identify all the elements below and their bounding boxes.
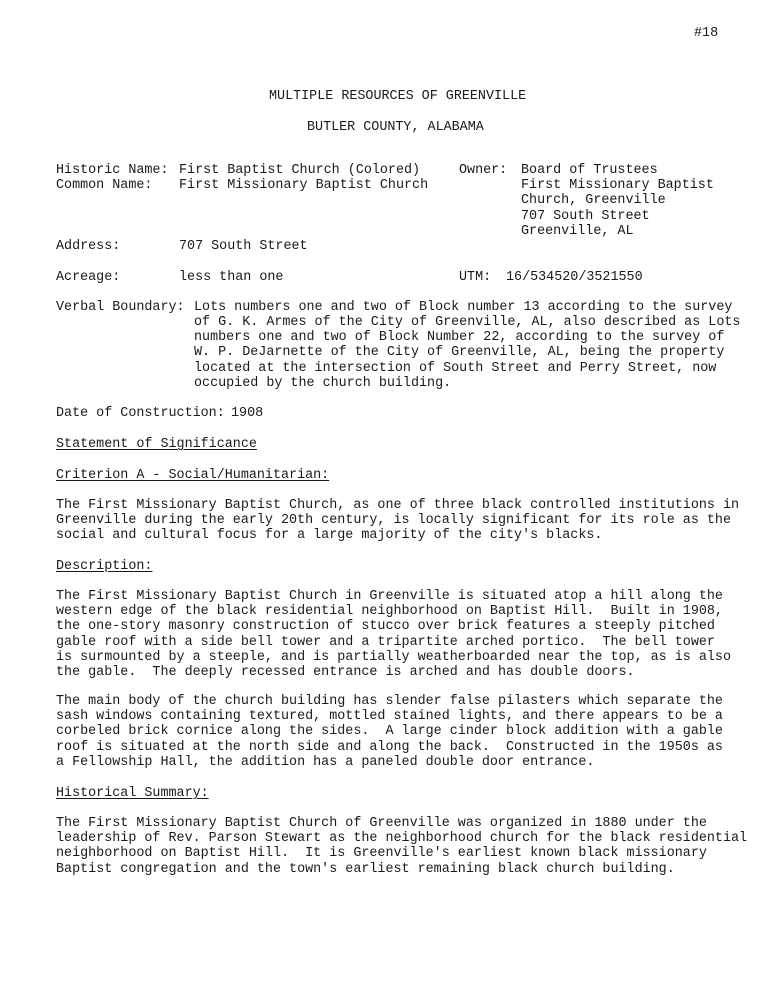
- paragraph-line: sash windows containing textured, mottled stained lights, and there appears to be a: [56, 709, 723, 725]
- paragraph-line: roof is situated at the north side and along the back. Constructed in the 1950s as: [56, 739, 723, 755]
- paragraph-line: is surmounted by a steeple, and is partially weatherboarded near the top, as is also: [56, 649, 731, 665]
- historic-name-value: First Baptist Church (Colored): [179, 163, 421, 178]
- document-title: MULTIPLE RESOURCES OF GREENVILLE: [269, 89, 527, 104]
- owner-line: Greenville, AL: [521, 224, 634, 239]
- paragraph-line: The First Missionary Baptist Church in Greenville is situated atop a hill along the: [56, 589, 723, 604]
- acreage-label: Acreage:: [56, 270, 121, 285]
- page-number: #18: [694, 26, 719, 41]
- utm-value: 16/534520/3521550: [506, 270, 643, 285]
- owner-line: Board of Trustees: [521, 163, 658, 178]
- owner-label: Owner:: [459, 163, 508, 178]
- address-value: 707 South Street: [179, 239, 308, 254]
- historic-name-label: Historic Name:: [56, 163, 169, 178]
- paragraph-line: neighborhood on Baptist Hill. It is Greenville's earliest known black missionary: [56, 846, 707, 862]
- description-paragraph-2: [56, 694, 723, 770]
- historical-paragraph: [56, 816, 748, 877]
- common-name-label: Common Name:: [56, 178, 153, 193]
- verbal-boundary-line: located at the intersection of South Street and Perry Street, now: [194, 361, 717, 376]
- paragraph-line: western edge of the black residential neighborhood on Baptist Hill. Built in 1908,: [56, 604, 723, 620]
- historical-heading: Historical Summary:: [56, 786, 209, 801]
- owner-line: First Missionary Baptist: [521, 178, 714, 193]
- date-label: Date of Construction:: [56, 406, 225, 421]
- acreage-value: less than one: [179, 270, 284, 285]
- criterion-heading: Criterion A - Social/Humanitarian:: [56, 468, 330, 483]
- paragraph-line: Baptist congregation and the town's earliest remaining black church building.: [56, 861, 675, 877]
- paragraph-line: corbeled brick cornice along the sides. A large cinder block addition with a gable: [56, 724, 723, 740]
- verbal-boundary-line: of G. K. Armes of the City of Greenville, AL, also described as Lots: [194, 315, 741, 330]
- verbal-boundary-line: occupied by the church building.: [194, 376, 452, 391]
- address-label: Address:: [56, 239, 121, 254]
- county-subtitle: BUTLER COUNTY, ALABAMA: [307, 120, 484, 135]
- verbal-boundary-label: Verbal Boundary:: [56, 300, 185, 315]
- paragraph-line: a Fellowship Hall, the addition has a paneled double door entrance.: [56, 754, 595, 770]
- owner-line: Church, Greenville: [521, 193, 666, 208]
- verbal-boundary-line: numbers one and two of Block Number 22, according to the survey of: [194, 330, 725, 345]
- paragraph-line: gable roof with a side bell tower and a tripartite arched portico. The bell tower: [56, 634, 715, 650]
- date-value: 1908: [231, 406, 264, 421]
- description-heading: Description:: [56, 559, 153, 574]
- utm-label: UTM:: [459, 270, 492, 285]
- owner-line: 707 South Street: [521, 209, 650, 224]
- paragraph-line: The First Missionary Baptist Church, as one of three black controlled institutions in: [56, 498, 740, 513]
- description-paragraph-1: [56, 589, 731, 681]
- paragraph-line: The First Missionary Baptist Church of Greenville was organized in 1880 under the: [56, 816, 707, 831]
- verbal-boundary-line: Lots numbers one and two of Block number 13 according to the survey: [194, 300, 733, 315]
- verbal-boundary-line: W. P. DeJarnette of the City of Greenville, AL, being the property: [194, 345, 725, 360]
- paragraph-line: the one-story masonry construction of stucco over brick features a steeply pitched: [56, 619, 715, 635]
- criterion-paragraph: [56, 498, 740, 544]
- paragraph-line: Greenville during the early 20th century, is locally significant for its role as the: [56, 513, 731, 529]
- significance-heading: Statement of Significance: [56, 437, 257, 452]
- common-name-value: First Missionary Baptist Church: [179, 178, 429, 193]
- paragraph-line: social and cultural focus for a large majority of the city's blacks.: [56, 528, 603, 544]
- paragraph-line: the gable. The deeply recessed entrance is arched and has double doors.: [56, 665, 635, 681]
- paragraph-line: The main body of the church building has slender false pilasters which separate the: [56, 694, 723, 709]
- paragraph-line: leadership of Rev. Parson Stewart as the neighborhood church for the black residential: [56, 831, 748, 847]
